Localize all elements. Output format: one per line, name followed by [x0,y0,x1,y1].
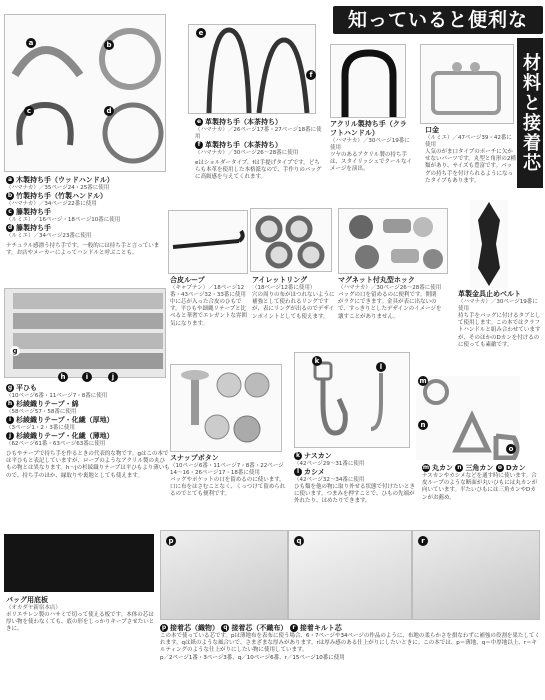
handle-c-sub: （ルミエ）／16ページ・18ページ10番に使用 [6,217,121,223]
snap-title: スナップボタン [170,454,219,462]
acrylic-description: ツヤのあるアクリル製の持ち手は、スタイリッシュでクールなイメージを演出。 [330,152,412,173]
leather-e-title: 革製持ち手（本茶持ち） [205,118,282,126]
leather-caption [195,118,323,182]
snap-description: バッグやポケットの口を留めるのに使います。口に布をはさむことなく、くっつけて留められるのでとても便利です。 [170,477,286,498]
interfacing-q-photo [288,530,412,620]
belt-sub: （ハマナカ）／30ページ19番に使用 [458,299,538,312]
handle-d-title: 籐製持ち手 [16,224,51,232]
handle-c-title: 籐製持ち手 [16,208,51,216]
tapes-caption [6,384,170,480]
label-g: g [10,346,20,356]
magnet-sub: （ハマナカ）／30ページ26～28番に使用 [338,285,442,291]
interfacing-description: この本で使っている芯です。pは薄地布を表布に使う場合、6・7ページや34ページの作品のように、布地の柔らかさを損なわずに補強の役割を果たしてくれます。qは紙のような風合いで、さまざまな厚みがあります。rは厚み感のある仕上がりにしたいときに。この本では、p＝薄地、q＝中厚地以上、r＝キルティングのような仕上がりにしたい物に使用しています。 [160,633,540,654]
cord-sub: （キャプテン）／18ページ12番・43ページ32・33番に使用 [170,285,246,298]
nascan-photo [294,352,410,448]
badge-a: a [7,176,13,183]
interfacing-r-title: 接着キルト芯 [299,624,342,632]
kuchigane-title: 口金 [425,126,439,134]
tape-h-sub: （58ページ57・58番に使用 [6,409,77,415]
badge-h: h [7,400,13,407]
leather-e-sub: （ハマナカ）／26ページ17番・27ページ18番に使用 [195,127,322,140]
board-title: バッグ用底板 [6,596,48,604]
label-k: k [312,356,322,366]
interfacing-r-photo [412,530,540,620]
acrylic-handle-photo [330,44,406,118]
kuchigane-illustration [421,45,514,124]
badge-e: e [196,118,202,125]
snap-photo [170,364,282,452]
label-j: j [108,372,118,382]
tapes-description: ひもやテープで持ち手を作るときの代表的な物です。gはこの本では平ひもと表記していますが、ロープのようなアクリル製の丸ひもの物とは異なります。h～jの杉綾織りテープは平ひもより薄いもので、持ち手のほか、縁取りや裏地としても使えます。 [6,451,170,479]
label-c: c [24,106,34,116]
badge-c: c [6,208,14,216]
board-caption [6,596,158,634]
leather-f-sub: （ハマナカ）／30ページ26～28番に使用 [195,150,299,156]
badge-i: i [6,416,14,424]
badge-b: b [7,192,13,199]
tapes-photo [4,288,166,378]
badge-q: q [223,624,228,631]
label-o: o [506,444,516,454]
tape-h-title: 杉綾織りテープ・綿 [16,400,79,408]
label-i: i [82,372,92,382]
label-n: n [418,420,428,430]
label-q: q [294,536,304,546]
acrylic-caption [330,120,412,174]
badge-p: p [161,624,167,631]
leather-f-title: 革製持ち手（本茶持ち） [205,141,282,149]
ring-m-title: 丸カン [432,464,453,472]
handle-a-title: 木製持ち手（ウッドハンドル） [16,176,114,184]
label-l: l [376,362,386,372]
kashime-sub: （42ページ32～34番に使用 [294,477,365,483]
acrylic-illustration [331,45,406,118]
badge-m: m [422,464,430,471]
kuchigane-photo [420,44,514,124]
badge-d: d [7,224,13,231]
interfacing-p-title: 接着芯（織物） [170,624,219,632]
label-p: p [166,536,176,546]
eyelet-caption [252,276,336,321]
cord-title: 合皮ループ [170,276,205,284]
nascan-sub: （42ページ29～31番に使用 [294,461,365,467]
ring-n-title: 三角カン [465,464,494,472]
nascan-description: ひも類を他の物に取り外せる状態で付けたいときに使います。つまみを押すことで、ひもの先端が外れたり、はめたりできます。 [294,484,416,505]
handles-caption [6,176,166,257]
board-sub: （オカダヤ新宿本店） [6,605,61,611]
eyelet-illustration [251,209,332,272]
label-b: b [104,40,114,50]
handle-b-title: 竹製持ち手（竹製ハンドル） [16,192,107,200]
kuchigane-sub: （ルミエ）／47ページ39・42番に使用 [425,135,512,148]
badge-l: l [294,468,302,476]
nascan-caption [294,452,416,506]
tape-j-sub: （62ページ61番・63ページ63番に使用 [6,441,106,447]
interfacing-q-title: 接着芯（不織布） [231,624,288,632]
eyelet-sub: （18ページ12番に使用） [252,285,316,291]
label-d: d [104,106,114,116]
kashime-title: カシメ [304,468,325,476]
badge-j: j [6,432,14,440]
tape-g-title: 平ひも [16,384,37,392]
interfacing-p-photo [160,530,288,620]
board-photo [4,534,154,592]
leather-description: eはショルダータイプ、fは手提げタイプです。どちらも本革を使用した本格派なので、手作りのバッグに高級感を与えてくれます。 [195,160,322,181]
page-title-vertical: 材料と接着芯 [517,38,543,188]
badge-f: f [195,141,203,149]
label-a: a [26,38,36,48]
rings-photo [416,376,520,460]
label-m: m [419,377,427,385]
label-h: h [58,372,68,382]
kuchigane-caption [425,126,517,185]
tape-i-title: 杉綾織りテープ・化繊（厚地） [16,416,114,424]
page-title: 知っていると便利な [333,6,543,34]
snap-illustration [171,365,282,452]
label-r: r [418,536,428,546]
nascan-title: ナスカン [304,452,332,460]
belt-photo [470,200,508,288]
ring-o-title: Dカン [505,464,526,472]
magnet-description: バッグの口を留めるのに便利です。開閉がラクにできます。金具が表に出ないので、すっきりとしたデザインのイメージを壊すことがありません。 [338,292,442,320]
handle-d-sub: （ルミエ）／34ページ23番に使用 [6,233,92,239]
tapes-illustration [5,289,166,378]
belt-description: 持ち手をバッグに付けるタブとして使用します。この本ではクラフトハンドルと組み合わせていますが、そのほかのDカンを付けるのに使っても素敵です。 [458,313,541,348]
interfacing-uses: p／2ページ1番・3ページ3番、q／10ページ6番、r／15ページ10番に使用 [160,654,345,661]
badge-n: n [457,464,462,471]
cord-photo [168,210,248,274]
leather-handles-photo [188,24,316,114]
snap-sub: （10ページ6番・11ページ7・8番・22ページ14～16・26ページ17・18番に使用 [170,463,284,476]
handle-a-sub: （ハマナカ）／35ページ24・25番に使用 [6,185,110,191]
handle-b-sub: （ハマナカ）／34ページ22番に使用 [6,201,97,207]
tape-i-sub: （3ページ1・2・3番に使用 [6,425,75,431]
leather-illustration [189,25,316,114]
badge-o: o [497,464,502,471]
cord-description: 中に芯が入った合皮のひもです。平ひもや細縄リテープと比べると華奢でエレガントな雰囲気になります。 [170,299,248,327]
badge-g: g [7,384,13,391]
rings-description: ナスカンやカシメなどを通す時に使います。合皮ループのような断面が丸いひもには丸カンが向いています。平たいひもには三角カンやDカンがお薦め。 [422,473,538,501]
label-f: f [306,70,316,80]
belt-illustration [470,200,508,288]
board-description: ポリエチレン製のハサミで切って使える板です。本体の芯は厚い物を使わなくても、底の形をしっかりキープさせたいときに。 [6,612,155,633]
magnet-photo [338,208,448,274]
nascan-illustration [295,353,410,448]
cord-caption [170,276,248,328]
handles-description: ナチュラル感漂う持ち手です。一般的には持ち手と言っています。お店やメーカーによってハンドルと呼ぶことも。 [6,243,160,257]
belt-title: 革製金具止めベルト [458,290,521,298]
magnet-title: マグネット付丸型ホック [338,276,415,284]
eyelet-description: 穴の周りの布がほつれないように補強として使われるリングですが、表にリングが出るのでデザインポイントとしても使えます。 [252,292,335,320]
eyelet-photo [250,208,332,272]
rings-caption [422,464,540,502]
acrylic-sub: （ハマナカ）／30ページ19番に使用 [330,138,410,151]
acrylic-title: アクリル製持ち手（クラフトハンドル） [330,120,407,137]
badge-k: k [296,452,300,459]
magnet-illustration [339,209,448,274]
tape-j-title: 杉綾織りテープ・化繊（薄地） [16,432,114,440]
belt-caption [458,290,542,349]
snap-caption [170,454,288,499]
tape-g-sub: （10ページ6番・11ページ7・8番に使用 [6,393,108,399]
magnet-caption [338,276,442,321]
kuchigane-description: 人気のがま口タイプのポーチに欠かせないパーツです。丸型と角形の2種類があり、サイズも豊富です。バッグの持ち手を付けられるようになったタイプもあります。 [425,149,516,184]
eyelet-title: アイレットリング [252,276,308,284]
label-e: e [196,28,206,38]
badge-r: r [290,624,298,632]
interfacing-caption [160,624,540,662]
rings-illustration [416,376,520,460]
cord-illustration [169,211,248,274]
